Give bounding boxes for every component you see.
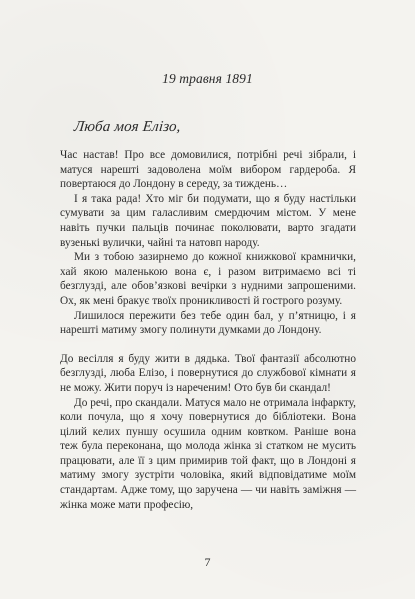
page-number: 7 (204, 555, 211, 569)
paragraph-1: Час настав! Про все домовилися, потрібні речі зібрали, і матуся нарешті задоволена моїм вибором гардероба. Я повертаюся до Лондону в середу, за тиждень… (60, 149, 356, 191)
paragraph-2: І я така рада! Хто міг би подумати, що я буду настільки сумувати за цим галасливим смердючим містом. У мене навіть пучки пальців починає поколювати, варто згадати вузенькі вулички, чайні та натовп народу. (60, 192, 356, 249)
letter-greeting: Люба моя Елізо, (73, 119, 182, 135)
paragraph-3: Ми з тобою зазирнемо до кожної книжкової крамнички, хай якою маленькою вона є, і разом витримаємо всі ті безглузді, але обов’язкові вечірки з нудними запрошеними. Ох, як мені бракує твоїх проникливості й гострого розуму. (60, 251, 356, 307)
paragraph-6: До речі, про скандали. Матуся мало не отримала інфаркту, коли почула, що я хочу повернутися до бібліотеки. Вона цілий келих пуншу осушила одним ковтком. Раніше вона теж була переконана, що молода жінка зі статком не мусить працювати, але її з цим примирив той факт, що в Лондоні я матиму змогу зустріти чоловіка, який відповідатиме моїм стандартам. Адже тому, що заручена — чи навіть заміжня — жінка може мати професію, (60, 396, 356, 511)
paragraph-5: До весілля я буду жити в дядька. Твої фантазії абсолютно безглузді, люба Елізо, і повернутися до службової кімнати я не можу. Жити поруч із нареченим! Ото був би скандал! (60, 352, 356, 394)
paragraph-gap (60, 338, 356, 352)
paragraph-4: Лишилося пережити без тебе один бал, у п’ятницю, і я нарешті матиму змогу полинути думками до Лондону. (60, 309, 356, 337)
letter-body (60, 148, 356, 512)
letter-date: 19 травня 1891 (162, 71, 253, 86)
